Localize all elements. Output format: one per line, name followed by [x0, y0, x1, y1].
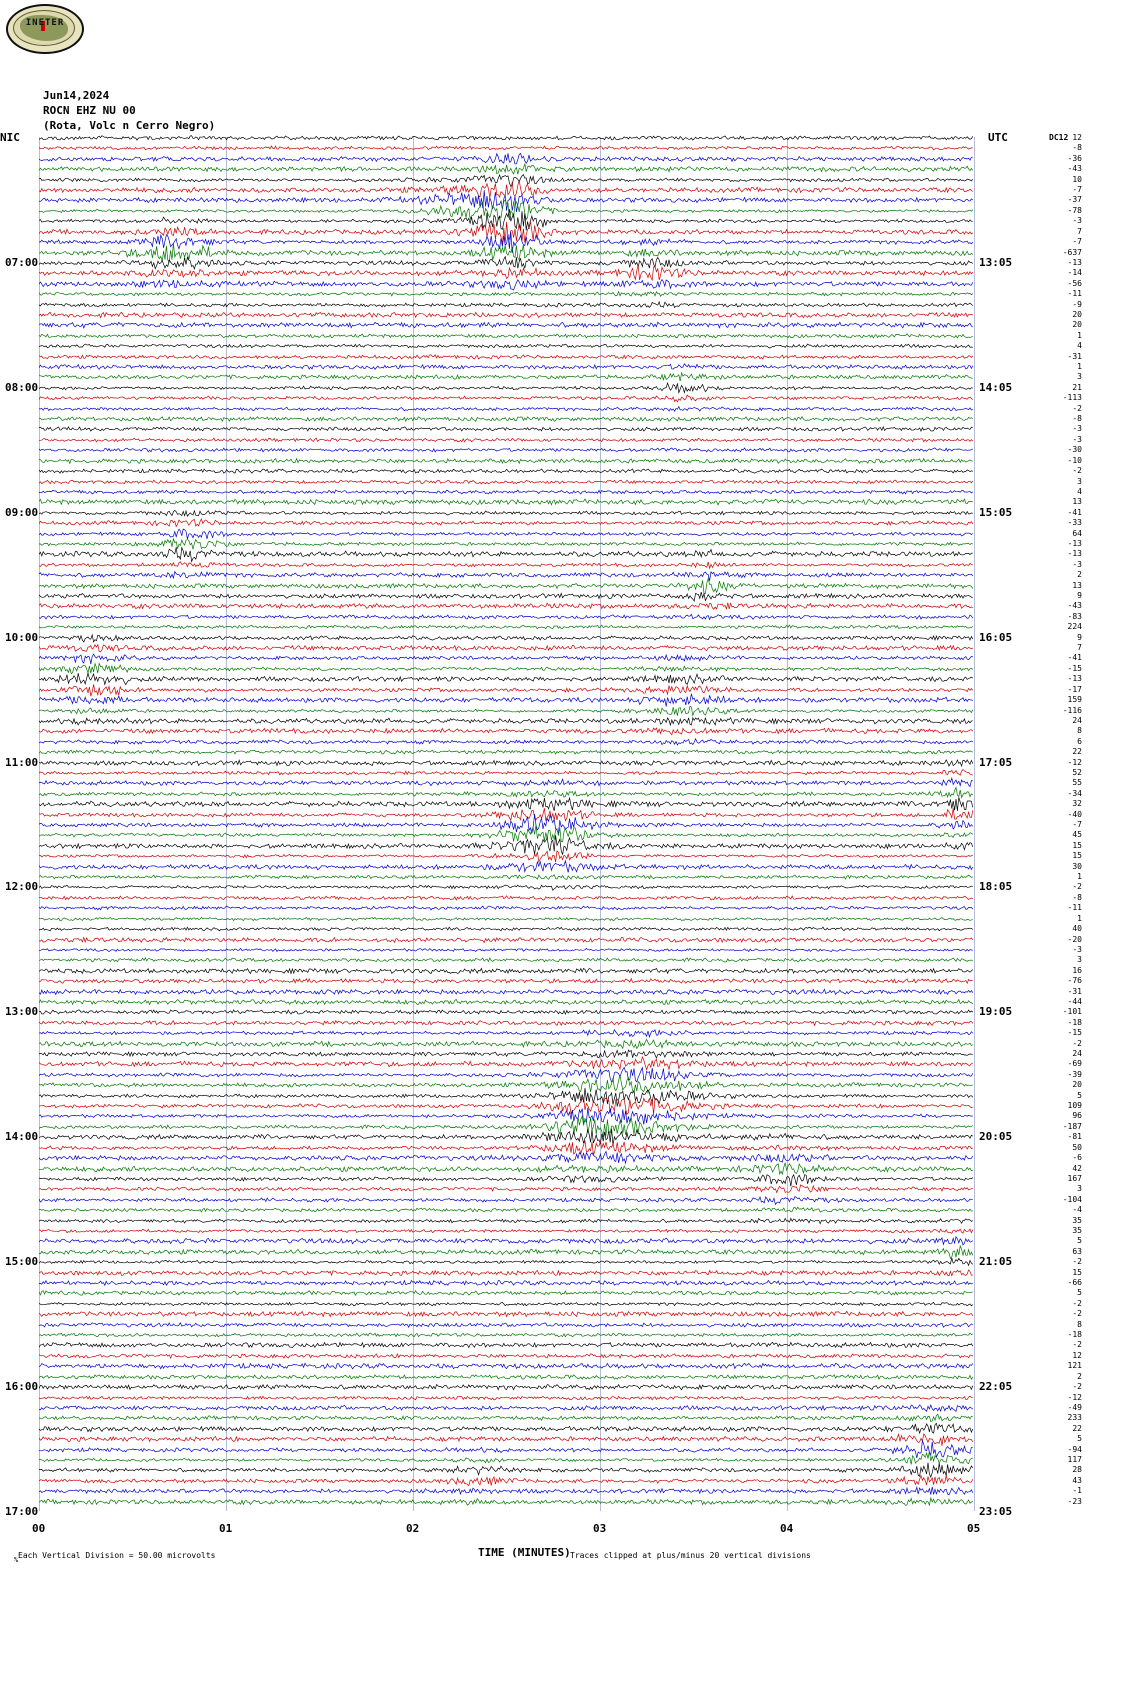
dc-value: -2 [1072, 1340, 1082, 1350]
dc-value: -69 [1067, 1059, 1082, 1069]
dc-value: -34 [1067, 788, 1082, 798]
dc-value: 16 [1072, 965, 1082, 975]
left-timezone-label: NIC [0, 131, 20, 144]
station-code: ROCN EHZ NU 00 [43, 104, 136, 117]
dc-value: -33 [1067, 518, 1082, 528]
logo-text: INETER [25, 18, 65, 28]
dc-value: -13 [1067, 674, 1082, 684]
dc-value: -104 [1062, 1194, 1082, 1204]
hour-label-utc: 17:05 [979, 755, 1013, 769]
grid-line [974, 137, 975, 1511]
hour-label-utc: 15:05 [979, 505, 1013, 519]
dc-value: -66 [1067, 1278, 1082, 1287]
dc-value: 8 [1077, 1319, 1082, 1329]
dc-value: -2 [1072, 882, 1082, 892]
dc-value: 21 [1072, 382, 1082, 392]
dc-value: -14 [1067, 268, 1082, 278]
scale-note: Each Vertical Division = 50.00 microvolts [18, 1551, 216, 1560]
ineter-logo [6, 4, 84, 54]
dc-value: 55 [1072, 778, 1082, 788]
dc-value: -4 [1072, 1205, 1082, 1215]
hour-label-utc: 18:05 [979, 880, 1013, 894]
dc-value: -2 [1072, 1382, 1082, 1392]
dc-value: -15 [1067, 663, 1082, 673]
dc-value: -23 [1067, 1496, 1082, 1506]
hour-label-local: 08:00 [5, 380, 39, 394]
dc-value: -17 [1067, 684, 1082, 694]
dc-value: -43 [1067, 164, 1082, 174]
dc-value: -78 [1067, 205, 1082, 215]
dc-value: -41 [1067, 653, 1082, 663]
dc-value: -12 [1067, 1392, 1082, 1402]
dc-value: -8 [1072, 143, 1082, 153]
dc-value: 9 [1077, 591, 1082, 600]
dc-value: 3 [1077, 476, 1082, 486]
dc-value: -3 [1072, 424, 1082, 434]
right-timezone-label: UTC [988, 131, 1008, 144]
dc-value: -7 [1072, 237, 1082, 247]
dc-value: 35 [1072, 1225, 1082, 1235]
dc-value: 40 [1072, 924, 1082, 934]
dc-value: 24 [1072, 715, 1082, 725]
dc-value: 3 [1077, 955, 1082, 965]
dc-value: -6 [1072, 1153, 1082, 1163]
dc-value: 20 [1072, 309, 1082, 319]
hour-label-local: 15:00 [5, 1255, 39, 1269]
dc-value: -56 [1067, 278, 1082, 288]
logo-inner-disc [13, 10, 75, 46]
dc-value: 15 [1072, 840, 1082, 850]
dc-value: -15 [1067, 1028, 1082, 1038]
dc-value: -30 [1067, 445, 1082, 455]
dc-value: 2 [1077, 1371, 1082, 1381]
dc-value: 13 [1072, 580, 1082, 590]
dc-value: -116 [1062, 705, 1082, 715]
hour-label-utc: 14:05 [979, 380, 1013, 394]
dc-value: 12 [1072, 1350, 1082, 1360]
dc-value: -83 [1067, 611, 1082, 621]
dc-value: -13 [1067, 549, 1082, 559]
dc-value: -11 [1067, 903, 1082, 913]
dc-value: -12 [1067, 757, 1082, 767]
dc-value: 6 [1077, 736, 1082, 746]
dc-value: -2 [1072, 1298, 1082, 1308]
dc-value: -37 [1067, 195, 1082, 205]
dc-value: 42 [1072, 1163, 1082, 1173]
dc-value: 15 [1072, 851, 1082, 861]
dc-value: -13 [1067, 257, 1082, 267]
hour-label-utc: 16:05 [979, 630, 1013, 644]
dc-value: -31 [1067, 351, 1082, 361]
dc-value: 7 [1077, 643, 1082, 653]
x-tick-label: 05 [967, 1522, 981, 1535]
dc-value: -8 [1072, 892, 1082, 902]
hour-label-local: 10:00 [5, 630, 39, 644]
dc-value: -7 [1072, 820, 1082, 829]
dc-value: 8 [1077, 726, 1082, 736]
dc-value: 167 [1067, 1173, 1082, 1183]
dc-value: 22 [1072, 1423, 1082, 1433]
dc-value: 5 [1077, 1090, 1082, 1100]
dc-value: -3 [1072, 944, 1082, 954]
dc-value: 109 [1067, 1101, 1082, 1111]
hour-label-utc: 19:05 [979, 1005, 1013, 1019]
dc-column-header: DC12 [1049, 133, 1069, 142]
dc-value: -187 [1062, 1121, 1082, 1131]
dc-value: 12 [1072, 133, 1082, 142]
dc-value: 4 [1077, 341, 1082, 351]
x-tick-label: 04 [780, 1522, 794, 1535]
dc-value: 32 [1072, 799, 1082, 809]
dc-value: 1 [1077, 872, 1082, 882]
dc-value: -20 [1067, 934, 1082, 944]
dc-value: -13 [1067, 538, 1082, 548]
hour-label-utc: 23:05 [979, 1505, 1013, 1518]
dc-value: -39 [1067, 1069, 1082, 1079]
dc-value: 1 [1077, 362, 1082, 371]
dc-value: -2 [1072, 1309, 1082, 1319]
dc-value: -113 [1062, 393, 1082, 403]
hour-label-local: 17:00 [5, 1505, 39, 1518]
hour-label-local: 14:00 [5, 1130, 39, 1144]
dc-value: 20 [1072, 320, 1082, 330]
dc-value: -40 [1067, 809, 1082, 819]
dc-value: 159 [1067, 695, 1082, 705]
dc-value: 1 [1077, 330, 1082, 340]
dc-value: -2 [1072, 1257, 1082, 1267]
x-tick-label: 01 [219, 1522, 233, 1535]
dc-value: 3 [1077, 1184, 1082, 1194]
dc-value: -3 [1072, 434, 1082, 444]
dc-value: 233 [1067, 1413, 1082, 1423]
hour-label-utc: 13:05 [979, 255, 1013, 269]
dc-value: 10 [1072, 174, 1082, 184]
dc-value: -101 [1062, 1007, 1082, 1017]
dc-value: 52 [1072, 767, 1082, 777]
dc-value: -43 [1067, 601, 1082, 611]
dc-value: -2 [1072, 403, 1082, 413]
dc-value: 96 [1072, 1111, 1082, 1121]
dc-value: -637 [1062, 247, 1082, 257]
seismic-trace [39, 1489, 974, 1515]
dc-value: -3 [1072, 559, 1082, 569]
dc-value: -44 [1067, 996, 1082, 1006]
dc-value: 9 [1077, 632, 1082, 642]
dc-value: -76 [1067, 976, 1082, 986]
station-location: (Rota, Volc n Cerro Negro) [43, 119, 216, 132]
hour-label-utc: 22:05 [979, 1380, 1013, 1394]
dc-value: 22 [1072, 747, 1082, 757]
dc-value: -7 [1072, 185, 1082, 195]
dc-value: -36 [1067, 153, 1082, 163]
dc-value: -94 [1067, 1444, 1082, 1454]
hour-label-local: 16:00 [5, 1380, 39, 1394]
dc-value: 3 [1077, 372, 1082, 382]
dc-value: 30 [1072, 861, 1082, 871]
dc-value: -10 [1067, 455, 1082, 465]
hour-label-local: 11:00 [5, 755, 39, 769]
dc-value: -3 [1072, 216, 1082, 226]
dc-value: 5 [1077, 1236, 1082, 1246]
dc-value: -2 [1072, 466, 1082, 476]
dc-value: 121 [1067, 1361, 1082, 1371]
record-date: Jun14,2024 [43, 89, 110, 102]
dc-value: -11 [1067, 289, 1082, 299]
dc-value: -41 [1067, 507, 1082, 517]
dc-value: 5 [1077, 1288, 1082, 1298]
x-axis-label: TIME (MINUTES) [478, 1546, 571, 1559]
dc-value: 28 [1072, 1465, 1082, 1475]
x-tick-label: 00 [32, 1522, 46, 1535]
dc-value: 15 [1072, 1267, 1082, 1277]
dc-value: 5 [1077, 1434, 1082, 1444]
hour-label-local: 07:00 [5, 255, 39, 269]
dc-value: 35 [1072, 1215, 1082, 1225]
dc-value: 64 [1072, 528, 1082, 538]
hour-label-local: 09:00 [5, 505, 39, 519]
dc-value: -18 [1067, 1330, 1082, 1340]
dc-value: 45 [1072, 830, 1082, 840]
hour-label-utc: 21:05 [979, 1255, 1013, 1269]
dc-value: 50 [1072, 1142, 1082, 1152]
x-tick-label: 03 [593, 1522, 607, 1535]
dc-value: 7 [1077, 226, 1082, 236]
dc-value: 2 [1077, 570, 1082, 580]
dc-value: 224 [1067, 622, 1082, 632]
corner-note: % [14, 1556, 19, 1564]
dc-value: 43 [1072, 1475, 1082, 1485]
hour-label-local: 13:00 [5, 1005, 39, 1019]
dc-value: 1 [1077, 913, 1082, 923]
seismogram-plot [39, 137, 974, 1511]
dc-value: -8 [1072, 414, 1082, 424]
dc-value: 13 [1072, 497, 1082, 507]
dc-value: 4 [1077, 486, 1082, 496]
dc-value: -81 [1067, 1132, 1082, 1142]
x-tick-label: 02 [406, 1522, 420, 1535]
dc-value: -2 [1072, 1038, 1082, 1048]
clip-note: Traces clipped at plus/minus 20 vertical divisions [570, 1551, 811, 1560]
dc-value: -9 [1072, 299, 1082, 309]
hour-label-local: 12:00 [5, 880, 39, 894]
dc-value: -1 [1072, 1486, 1082, 1496]
dc-value: 24 [1072, 1049, 1082, 1058]
x-axis [0, 1522, 1130, 1542]
dc-value: -49 [1067, 1402, 1082, 1412]
dc-value: 117 [1067, 1454, 1082, 1464]
dc-value: 20 [1072, 1080, 1082, 1090]
dc-value: 63 [1072, 1246, 1082, 1256]
hour-label-utc: 20:05 [979, 1130, 1013, 1144]
dc-value: -18 [1067, 1017, 1082, 1027]
dc-value: -31 [1067, 986, 1082, 996]
